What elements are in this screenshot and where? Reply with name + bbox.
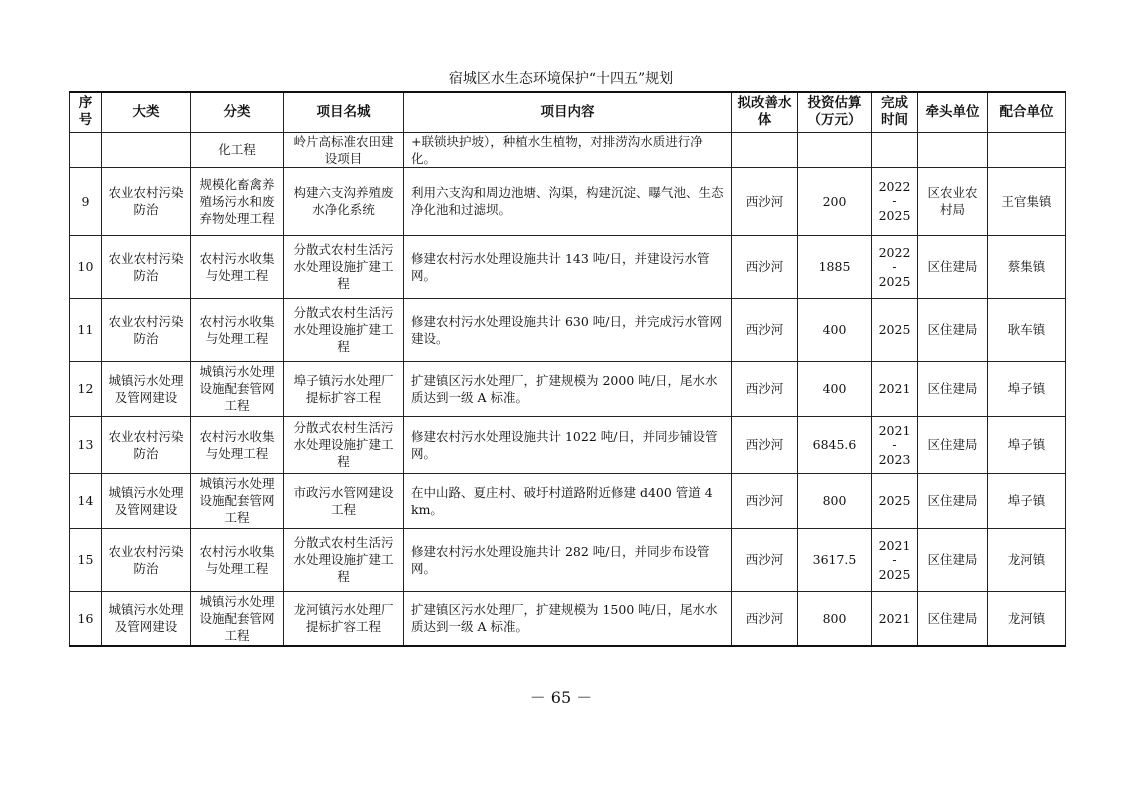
cell-major-category <box>102 132 191 167</box>
cell-assist-unit: 龙河镇 <box>988 528 1066 591</box>
cell-project-content: 扩建镇区污水处理厂，扩建规模为 2000 吨/日，尾水水质达到一级 A 标准。 <box>404 361 732 416</box>
cell-assist-unit: 王官集镇 <box>988 167 1066 235</box>
cell-lead-unit: 区住建局 <box>918 235 988 298</box>
column-header-investment: 投资估算（万元） <box>798 92 872 132</box>
cell-project-name: 分散式农村生活污水处理设施扩建工程 <box>284 235 404 298</box>
cell-project-content: 扩建镇区污水处理厂，扩建规模为 1500 吨/日，尾水水质达到一级 A 标准。 <box>404 591 732 646</box>
column-header-assist-unit: 配合单位 <box>988 92 1066 132</box>
cell-no: 12 <box>70 361 102 416</box>
cell-assist-unit: 埠子镇 <box>988 416 1066 473</box>
cell-completion-time <box>872 167 918 235</box>
project-table <box>69 91 1066 647</box>
cell-assist-unit: 蔡集镇 <box>988 235 1066 298</box>
cell-sub-category: 规模化畜禽养殖场污水和废弃物处理工程 <box>191 167 284 235</box>
cell-water-body: 西沙河 <box>732 591 798 646</box>
cell-major-category: 农业农村污染防治 <box>102 298 191 361</box>
cell-project-content: +联锁块护坡），种植水生植物，对排涝沟水质进行净化。 <box>404 132 732 167</box>
cell-water-body: 西沙河 <box>732 167 798 235</box>
cell-completion-time <box>872 132 918 167</box>
cell-project-content: 修建农村污水处理设施共计 282 吨/日，并同步布设管网。 <box>404 528 732 591</box>
time-end: 2025 <box>878 566 911 582</box>
cell-completion-time <box>872 473 918 528</box>
time-end: 2025 <box>878 208 911 223</box>
time-start: 2021 <box>878 422 911 438</box>
table-row <box>70 416 1066 473</box>
cell-water-body: 西沙河 <box>732 298 798 361</box>
cell-sub-category: 农村污水收集与处理工程 <box>191 235 284 298</box>
time-separator: - <box>892 258 897 274</box>
cell-major-category: 农业农村污染防治 <box>102 235 191 298</box>
cell-lead-unit: 区住建局 <box>918 361 988 416</box>
table-row-continuation <box>70 132 1066 167</box>
cell-investment: 400 <box>798 361 872 416</box>
cell-lead-unit: 区农业农村局 <box>918 167 988 235</box>
cell-sub-category: 农村污水收集与处理工程 <box>191 298 284 361</box>
cell-investment: 400 <box>798 298 872 361</box>
table-header-row <box>70 92 1066 132</box>
cell-assist-unit: 埠子镇 <box>988 473 1066 528</box>
cell-lead-unit: 区住建局 <box>918 298 988 361</box>
cell-project-name: 分散式农村生活污水处理设施扩建工程 <box>284 416 404 473</box>
cell-project-name: 埠子镇污水处理厂提标扩容工程 <box>284 361 404 416</box>
cell-assist-unit: 耿车镇 <box>988 298 1066 361</box>
cell-project-name: 分散式农村生活污水处理设施扩建工程 <box>284 528 404 591</box>
cell-major-category: 城镇污水处理及管网建设 <box>102 591 191 646</box>
cell-sub-category: 农村污水收集与处理工程 <box>191 416 284 473</box>
cell-completion-time <box>872 528 918 591</box>
time-separator: - <box>892 193 897 208</box>
cell-completion-time <box>872 416 918 473</box>
cell-investment: 200 <box>798 167 872 235</box>
cell-project-name: 龙河镇污水处理厂提标扩容工程 <box>284 591 404 646</box>
cell-major-category: 农业农村污染防治 <box>102 167 191 235</box>
cell-water-body: 西沙河 <box>732 416 798 473</box>
column-header-water-body: 拟改善水体 <box>732 92 798 132</box>
cell-water-body: 西沙河 <box>732 473 798 528</box>
table-row <box>70 235 1066 298</box>
cell-lead-unit: 区住建局 <box>918 473 988 528</box>
cell-no: 14 <box>70 473 102 528</box>
cell-project-name: 市政污水管网建设工程 <box>284 473 404 528</box>
cell-sub-category: 农村污水收集与处理工程 <box>191 528 284 591</box>
cell-project-name: 分散式农村生活污水处理设施扩建工程 <box>284 298 404 361</box>
table-row <box>70 298 1066 361</box>
page-number: － 65 － <box>529 688 593 707</box>
cell-sub-category: 城镇污水处理设施配套管网工程 <box>191 361 284 416</box>
table-row <box>70 473 1066 528</box>
time-start: 2021 <box>878 610 911 626</box>
table-row <box>70 528 1066 591</box>
cell-no: 16 <box>70 591 102 646</box>
column-header-completion-time: 完成时间 <box>872 92 918 132</box>
table-row <box>70 591 1066 646</box>
time-separator: - <box>892 551 897 567</box>
time-end: 2023 <box>878 451 911 467</box>
cell-investment: 1885 <box>798 235 872 298</box>
column-header-sub-category: 分类 <box>191 92 284 132</box>
cell-project-content: 在中山路、夏庄村、破圩村道路附近修建 d400 管道 4 km。 <box>404 473 732 528</box>
cell-assist-unit: 埠子镇 <box>988 361 1066 416</box>
time-start: 2021 <box>878 537 911 553</box>
page-header: 宿城区水生态环境保护“十四五”规划 <box>448 71 674 87</box>
cell-major-category: 城镇污水处理及管网建设 <box>102 473 191 528</box>
cell-assist-unit: 龙河镇 <box>988 591 1066 646</box>
cell-project-content: 利用六支沟和周边池塘、沟渠，构建沉淀、曝气池、生态净化池和过滤坝。 <box>404 167 732 235</box>
cell-water-body: 西沙河 <box>732 528 798 591</box>
cell-project-name: 岭片高标准农田建设项目 <box>284 132 404 167</box>
cell-no: 10 <box>70 235 102 298</box>
cell-investment: 3617.5 <box>798 528 872 591</box>
cell-completion-time <box>872 235 918 298</box>
column-header-project-content: 项目内容 <box>404 92 732 132</box>
cell-lead-unit <box>918 132 988 167</box>
cell-no: 15 <box>70 528 102 591</box>
column-header-project-name: 项目名城 <box>284 92 404 132</box>
cell-water-body: 西沙河 <box>732 235 798 298</box>
cell-water-body: 西沙河 <box>732 361 798 416</box>
time-start: 2022 <box>878 179 911 194</box>
table-row <box>70 167 1066 235</box>
column-header-lead-unit: 牵头单位 <box>918 92 988 132</box>
time-separator: - <box>892 436 897 452</box>
time-start: 2021 <box>878 381 911 396</box>
cell-no: 11 <box>70 298 102 361</box>
cell-project-name: 构建六支沟养殖废水净化系统 <box>284 167 404 235</box>
cell-assist-unit <box>988 132 1066 167</box>
cell-no: 13 <box>70 416 102 473</box>
cell-sub-category: 城镇污水处理设施配套管网工程 <box>191 591 284 646</box>
time-start: 2025 <box>878 493 911 508</box>
cell-major-category: 城镇污水处理及管网建设 <box>102 361 191 416</box>
cell-no <box>70 132 102 167</box>
table-row <box>70 361 1066 416</box>
cell-sub-category: 城镇污水处理设施配套管网工程 <box>191 473 284 528</box>
cell-investment: 800 <box>798 591 872 646</box>
cell-completion-time <box>872 591 918 646</box>
time-end: 2025 <box>878 273 911 289</box>
cell-investment <box>798 132 872 167</box>
cell-completion-time <box>872 361 918 416</box>
cell-project-content: 修建农村污水处理设施共计 630 吨/日，并完成污水管网建设。 <box>404 298 732 361</box>
cell-no: 9 <box>70 167 102 235</box>
cell-water-body <box>732 132 798 167</box>
cell-lead-unit: 区住建局 <box>918 528 988 591</box>
cell-investment: 6845.6 <box>798 416 872 473</box>
cell-lead-unit: 区住建局 <box>918 591 988 646</box>
cell-project-content: 修建农村污水处理设施共计 1022 吨/日，并同步铺设管网。 <box>404 416 732 473</box>
cell-investment: 800 <box>798 473 872 528</box>
cell-major-category: 农业农村污染防治 <box>102 416 191 473</box>
cell-major-category: 农业农村污染防治 <box>102 528 191 591</box>
time-start: 2022 <box>878 244 911 260</box>
cell-sub-category: 化工程 <box>191 132 284 167</box>
cell-completion-time <box>872 298 918 361</box>
column-header-no: 序号 <box>70 92 102 132</box>
column-header-major-category: 大类 <box>102 92 191 132</box>
cell-project-content: 修建农村污水处理设施共计 143 吨/日，并建设污水管网。 <box>404 235 732 298</box>
time-start: 2025 <box>878 322 911 337</box>
cell-lead-unit: 区住建局 <box>918 416 988 473</box>
